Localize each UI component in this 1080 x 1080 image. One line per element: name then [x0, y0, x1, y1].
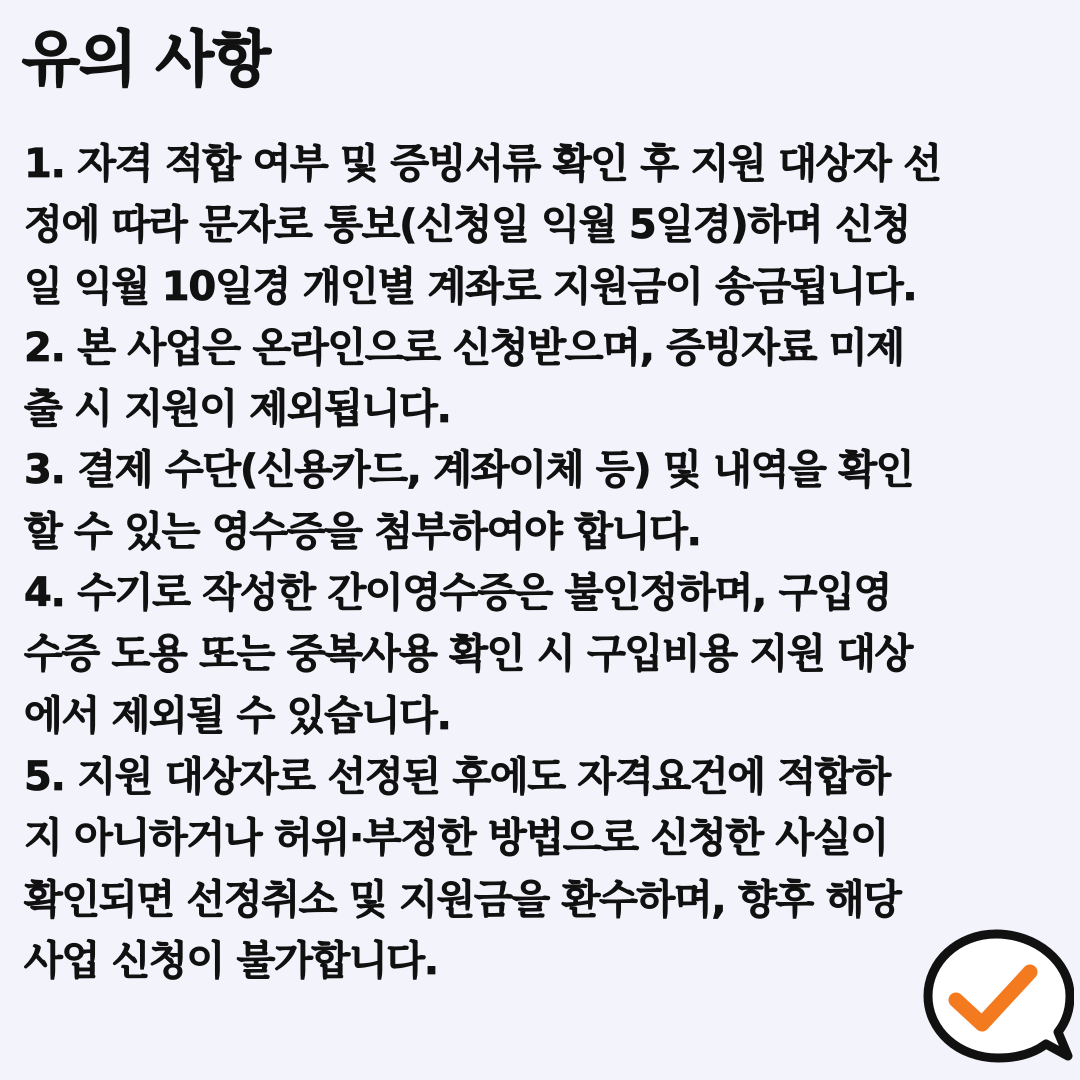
notice-line: 일 익월 10일경 개인별 계좌로 지원금이 송금됩니다.: [24, 263, 917, 310]
notice-line: 에서 제외될 수 있습니다.: [24, 692, 451, 739]
notice-line: 지 아니하거나 허위·부정한 방법으로 신청한 사실이: [24, 815, 888, 862]
notice-line: 정에 따라 문자로 통보(신청일 익월 5일경)하며 신청: [24, 202, 910, 249]
notice-item-2: [24, 318, 1064, 441]
notice-line: 2. 본 사업은 온라인으로 신청받으며, 증빙자료 미제: [24, 324, 904, 371]
notice-item-3: [24, 440, 1064, 563]
notice-line: 1. 자격 적합 여부 및 증빙서류 확인 후 지원 대상자 선: [24, 141, 941, 187]
page-title: 유의 사항: [22, 25, 270, 95]
notice-list: [24, 134, 1064, 992]
notice-line: 확인되면 선정취소 및 지원금을 환수하며, 향후 해당: [24, 876, 901, 923]
notice-line: 4. 수기로 작성한 간이영수증은 불인정하며, 구입영: [24, 570, 892, 617]
notice-line: 수증 도용 또는 중복사용 확인 시 구입비용 지원 대상: [24, 631, 913, 678]
notice-line: 출 시 지원이 제외됩니다.: [24, 386, 451, 433]
check-speech-bubble-icon: [918, 926, 1074, 1066]
notice-line: 사업 신청이 불가합니다.: [24, 937, 438, 984]
notice-item-4: [24, 563, 1064, 747]
notice-line: 할 수 있는 영수증을 첨부하여야 합니다.: [24, 508, 701, 555]
notice-item-1: [24, 134, 1064, 318]
notice-item-5: [24, 747, 1064, 992]
notice-line: 3. 결제 수단(신용카드, 계좌이체 등) 및 내역을 확인: [24, 447, 914, 494]
notice-line: 5. 지원 대상자로 선정된 후에도 자격요건에 적합하: [24, 753, 890, 800]
